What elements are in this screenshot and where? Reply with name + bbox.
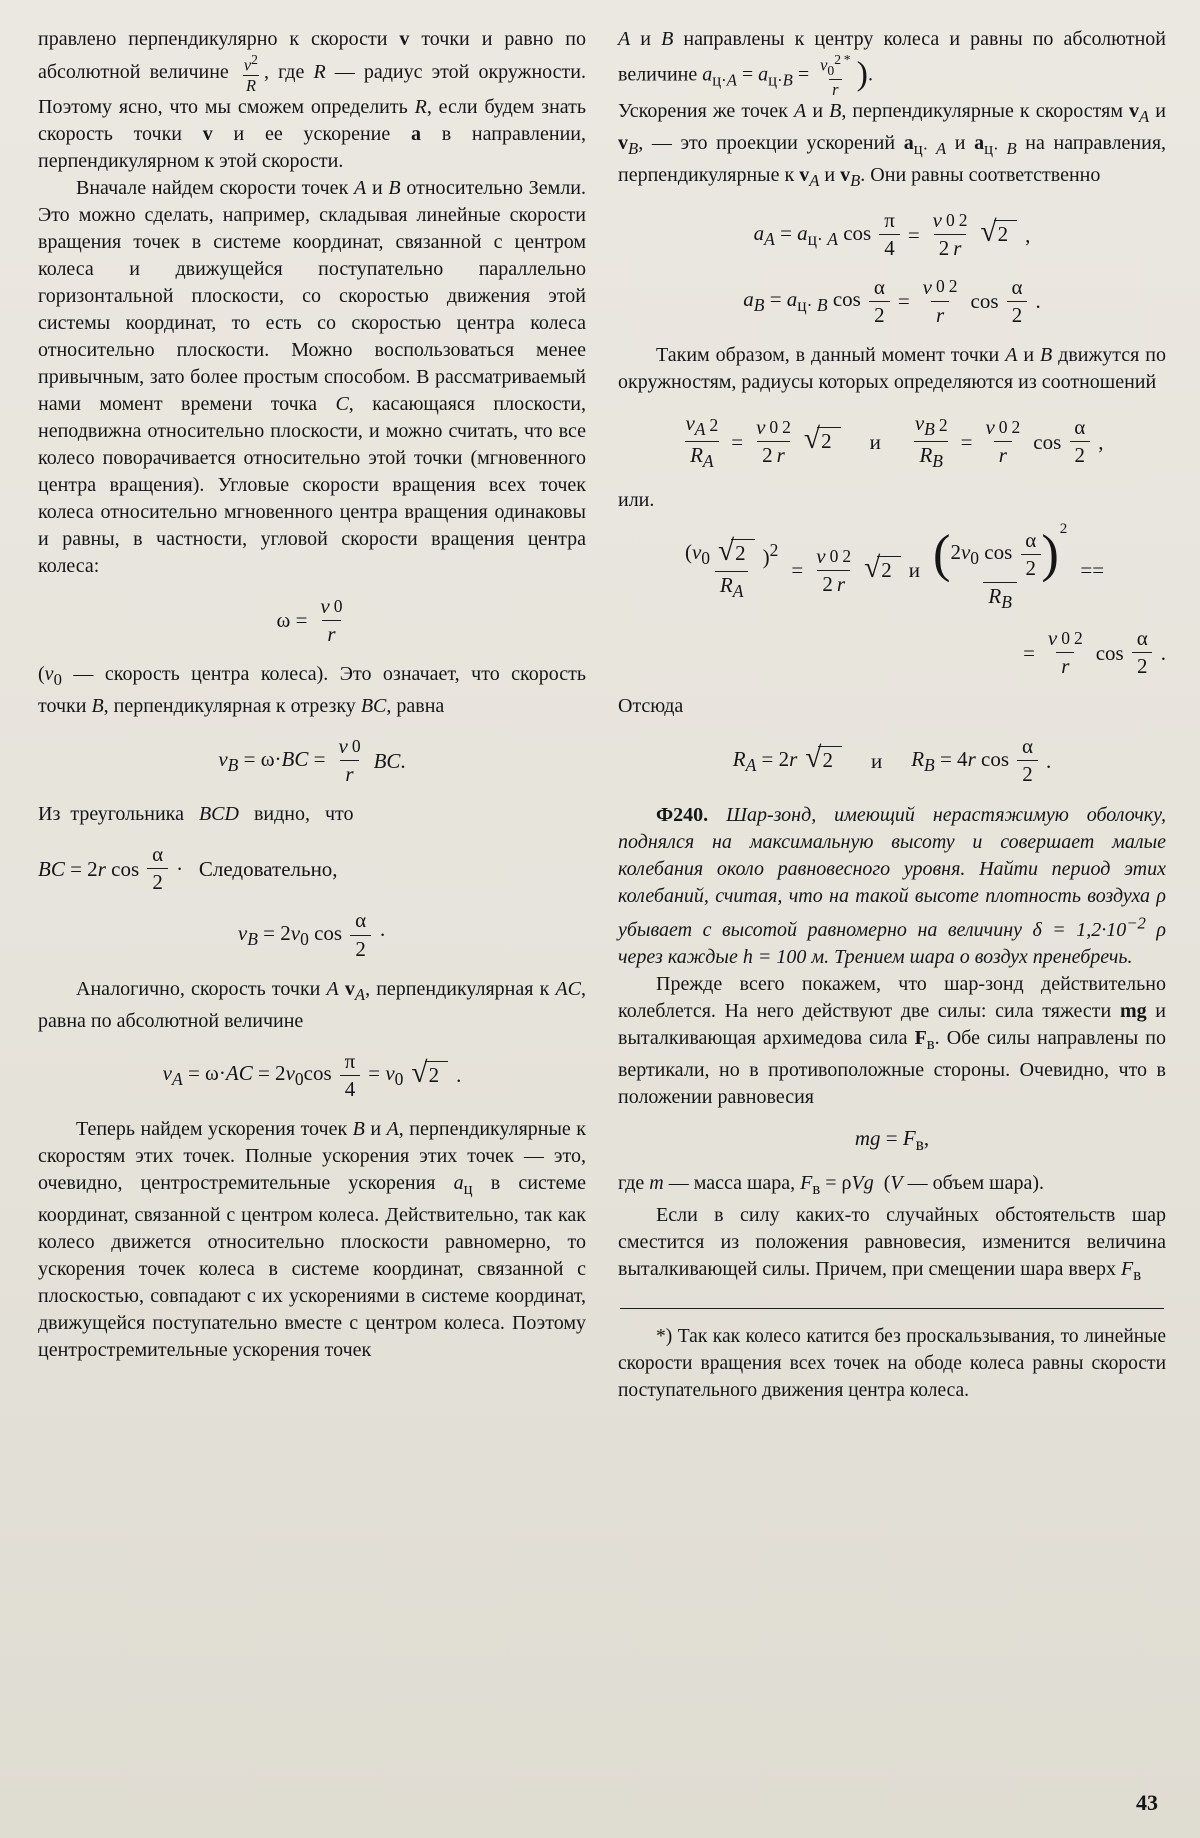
formula-text: = (960, 429, 973, 454)
fraction: v 0 2 r (922, 274, 958, 327)
formula-text: $v_A = \omega\cdot AC = 2v_0\cos$ (162, 1061, 332, 1090)
paragraph: Аналогично, скорость точки A $v_A$, перпендикулярная к AC, равна по абсолютной величине (38, 977, 586, 1032)
formula-body (218, 735, 405, 786)
display-formula (38, 595, 586, 646)
display-formula (618, 520, 1166, 613)
formula-text: ($v_0$ (684, 540, 711, 569)
paragraph: A и B направлены к центру колеса и равны по абсолютной величине $a_{ц\cdot A} = a_{ц\cdot B}$ = $\frac{v_0^{2 *}}{r}$ ). (618, 28, 1166, 100)
formula-text: , (1025, 222, 1031, 247)
sqrt-radical: √ 2 (805, 746, 842, 775)
paragraph: Теперь найдем ускорения точек B и A, перпендикулярные к скоростям этих точек. Полные ускорения этих точек — это, очевидно, центростремительные ускорения $a_ц$ в системе координат, связанной с центром колеса. Действительно, так как колесо движется относительно плоскости равномерно, то ускорения точек колеса в системе координат, связанной с плоскостью, совпадают с их ускорениями в системе координат, движущейся поступательно вместе с центром колеса. Поэтому центростремительные ускорения точек (38, 1117, 586, 1361)
formula-text: = (897, 289, 910, 314)
formula-text: · (379, 922, 387, 947)
formula-text: . (1160, 640, 1166, 665)
fraction: $\frac{\alpha}{2}$ (1132, 627, 1153, 678)
inline-fraction: $\frac{v_0^{2 *}}{r}$ (820, 52, 851, 100)
formula-text: = $v_0$ (368, 1061, 404, 1090)
fraction: $v_B$ 2 $R_B$ (914, 410, 948, 472)
formula-body (238, 909, 386, 960)
display-formula (618, 209, 1166, 260)
display-formula (38, 909, 586, 960)
fraction: v 0 2 2 r (816, 543, 852, 596)
display-formula (38, 843, 586, 894)
formula-text: $v_B = \omega\cdot BC$ = (218, 746, 326, 775)
formula-text: ω = (276, 608, 308, 633)
fraction: $\frac{\alpha}{2}$ (1069, 416, 1090, 467)
formula-text: · Следовательно, (176, 856, 338, 881)
formula-body (163, 1050, 462, 1101)
formula-text: и (849, 748, 904, 773)
problem-statement: Ф240. Шар-зонд, имеющий нерастяжимую оболочку, поднялся на максимальную высоту и совершает малые колебания около равновесного уровня. Найти период этих колебаний, считая, что на такой высоте плотность воздуха ρ убывает с высотой равномерно на величину $\delta = 1,2\cdot 10^{-2}$ ρ через каждые h = 100 м. Трением шара о воздух пренебречь. (618, 803, 1167, 969)
formula-text: BC = 2r cos (38, 856, 140, 881)
sqrt-radical: √ 2 (980, 220, 1017, 249)
formula-text: $2v_0$ cos (950, 540, 1013, 569)
paren-group: ( $2v_0$ cos $\frac{\alpha}{2}$ ) 2 (932, 520, 1068, 584)
display-formula (618, 1126, 1166, 1154)
formula-body (733, 735, 1052, 786)
paragraph: Отсюда (618, 695, 684, 718)
fraction: $\frac{\alpha}{2}$ (869, 276, 890, 327)
formula-body (754, 209, 1031, 260)
display-formula (618, 411, 1166, 472)
left-column (38, 26, 586, 1404)
paragraph: Ускорения же точек A и B, перпендикулярные к скоростям $v_A$ и $v_B$, — это проекции ускорений $a_{ц\cdot A}$ и $a_{ц\cdot B}$ на направления, перпендикулярные к $v_A$ и $v_B$. Они равны соответственно (618, 100, 1167, 191)
formula-text: BC. (373, 748, 406, 773)
formula-text: и (908, 558, 920, 583)
fraction: ( $2v_0$ cos $\frac{\alpha}{2}$ ) 2 $R_B$ (932, 520, 1068, 612)
formula-body (277, 595, 348, 646)
formula-text: $a_A = a_{ц\cdot A}$ cos (753, 220, 872, 249)
inline-fraction: $\frac{v^2}{R}$ (243, 52, 258, 95)
formula-text: mg = $F_в$, (854, 1126, 930, 1155)
fraction: $\frac{\alpha}{2}$ (1017, 735, 1038, 786)
fraction: v 0 r (338, 734, 361, 787)
paragraph: Прежде всего покажем, что шар-зонд действительно колеблется. На него действуют две силы: сила тяжести mg и выталкивающая архимедова сила $F_в$. Обе силы направлены по вертикали, но в противоположные стороны. Очевидно, что в положении равновесия (618, 973, 1167, 1109)
paragraph: ($v_0$ — скорость центра колеса). Это означает, что скорость точки B, перпендикулярная к отрезку BC, равна (38, 663, 586, 718)
fraction: ($v_0$ √ 2 )$^2$ $R_A$ (684, 535, 779, 602)
display-formula (618, 627, 1166, 678)
formula-body (680, 520, 1105, 613)
display-formula (618, 276, 1166, 327)
fraction: $v_A$ 2 $R_A$ (685, 410, 719, 472)
formula-text: и (848, 429, 902, 454)
page-columns (38, 26, 1166, 1404)
formula-text: . (1046, 748, 1052, 773)
formula-body (932, 520, 1068, 584)
formula-text: cos (970, 289, 999, 314)
formula-body (855, 1126, 929, 1154)
formula-body (950, 529, 1041, 580)
formula-text: $R_B = 4r$ cos (911, 746, 1009, 775)
paragraph: Вначале найдем скорости точек A и B относительно Земли. Это можно сделать, например, складывая линейные скорости вращения точек в системе координат, связанной с центром колеса и движущейся поступательно параллельно горизонтальной плоскости, со скоростью движения этой системы координат, то есть со скоростью центра колеса относительно плоскости. Можно воспользоваться менее привычным, зато более простым способом. В рассматриваемый нами момент времени точка C, касающаяся плоскости, неподвижна относительно плоскости, и можно считать, что все колесо поворачивается относительно этой точки (мгновенного центра вращения). Угловые скорости вращения всех точек колеса относительно мгновенного центра вращения одинаковы и равны, в частности, угловой скорости вращения центра колеса: (38, 176, 587, 577)
formula-body (743, 276, 1041, 327)
fraction: $\frac{\pi}{4}$ (879, 209, 900, 260)
fraction: v 0 2 2 r (756, 415, 791, 468)
formula-text: = (731, 429, 744, 454)
formula-text: $v_B = 2v_0$ cos (237, 920, 343, 950)
big-paren-icon: ) (856, 55, 868, 93)
paragraph: Если в силу каких-то случайных обстоятельств шар сместится из положения равновесия, изменится величина выталкивающей силы. Причем, при смещении шара вверх $F_в$ (618, 1203, 1166, 1284)
formula-text: cos (1033, 429, 1062, 454)
formula-body (680, 412, 1103, 472)
formula-text: cos (1095, 640, 1124, 665)
sqrt-radical: √ 2 (718, 539, 755, 568)
formula-text: )$^2$ (762, 539, 779, 569)
formula-text: == (1080, 558, 1105, 583)
paragraph: или. (618, 488, 655, 511)
formula-body (38, 843, 338, 894)
fraction: v 0 2 2 r (932, 208, 968, 261)
paragraph: Таким образом, в данный момент точки A и B движутся по окружностям, радиусы которых определяются из соотношений (618, 343, 1167, 393)
formula-text: . (1035, 289, 1041, 314)
display-formula (38, 735, 586, 786)
fraction: $\frac{\alpha}{2}$ (147, 843, 168, 894)
footnote-rule (620, 1308, 1164, 1309)
fraction: v 0 2 r (985, 415, 1021, 468)
fraction: $\frac{\pi}{4}$ (340, 1050, 361, 1101)
paragraph: где m — масса шара, $F_в = \rho Vg$ (V — объем шара). (618, 1171, 1044, 1198)
formula-text: = (907, 222, 920, 247)
paragraph: правлено перпендикулярно к скорости v точки и равно по абсолютной величине $\frac{v^2}{R}$ , где R — радиус этой окружности. Поэтому ясно, что мы сможем определить R, если будем знать скорость точки v и ее ускорение a в направлении, перпендикулярном к этой скорости. (38, 28, 586, 172)
formula-text: . (456, 1063, 462, 1088)
fraction: v 0 r (320, 593, 343, 646)
paragraph: Из треугольника BCD видно, что (38, 803, 354, 826)
fraction: $\frac{\alpha}{2}$ (1007, 276, 1028, 327)
fraction: v 0 2 r (1047, 626, 1083, 679)
display-formula (38, 1050, 586, 1101)
page-number: 43 (1136, 1790, 1158, 1815)
display-formula (618, 735, 1166, 786)
right-column (618, 26, 1166, 1404)
formula-text: , (1098, 429, 1104, 454)
formula-text: = (791, 558, 804, 583)
sqrt-radical: √ 2 (804, 427, 841, 456)
fraction: $\frac{\alpha}{2}$ (350, 909, 371, 960)
formula-text: $R_A = 2r$ (732, 746, 798, 775)
footnote-text: *) Так как колесо катится без проскальзывания, то линейные скорости вращения всех точек на ободе колеса равны скорости поступательного движения центра колеса. (618, 1325, 1166, 1401)
formula-body (1023, 627, 1166, 678)
fraction: $\frac{\alpha}{2}$ (1020, 529, 1041, 580)
sqrt-radical: √ 2 (411, 1061, 448, 1090)
formula-text: $a_B = a_{ц\cdot B}$ cos (743, 286, 861, 316)
sqrt-radical: √ 2 (864, 556, 901, 585)
formula-text: = (1023, 640, 1035, 665)
